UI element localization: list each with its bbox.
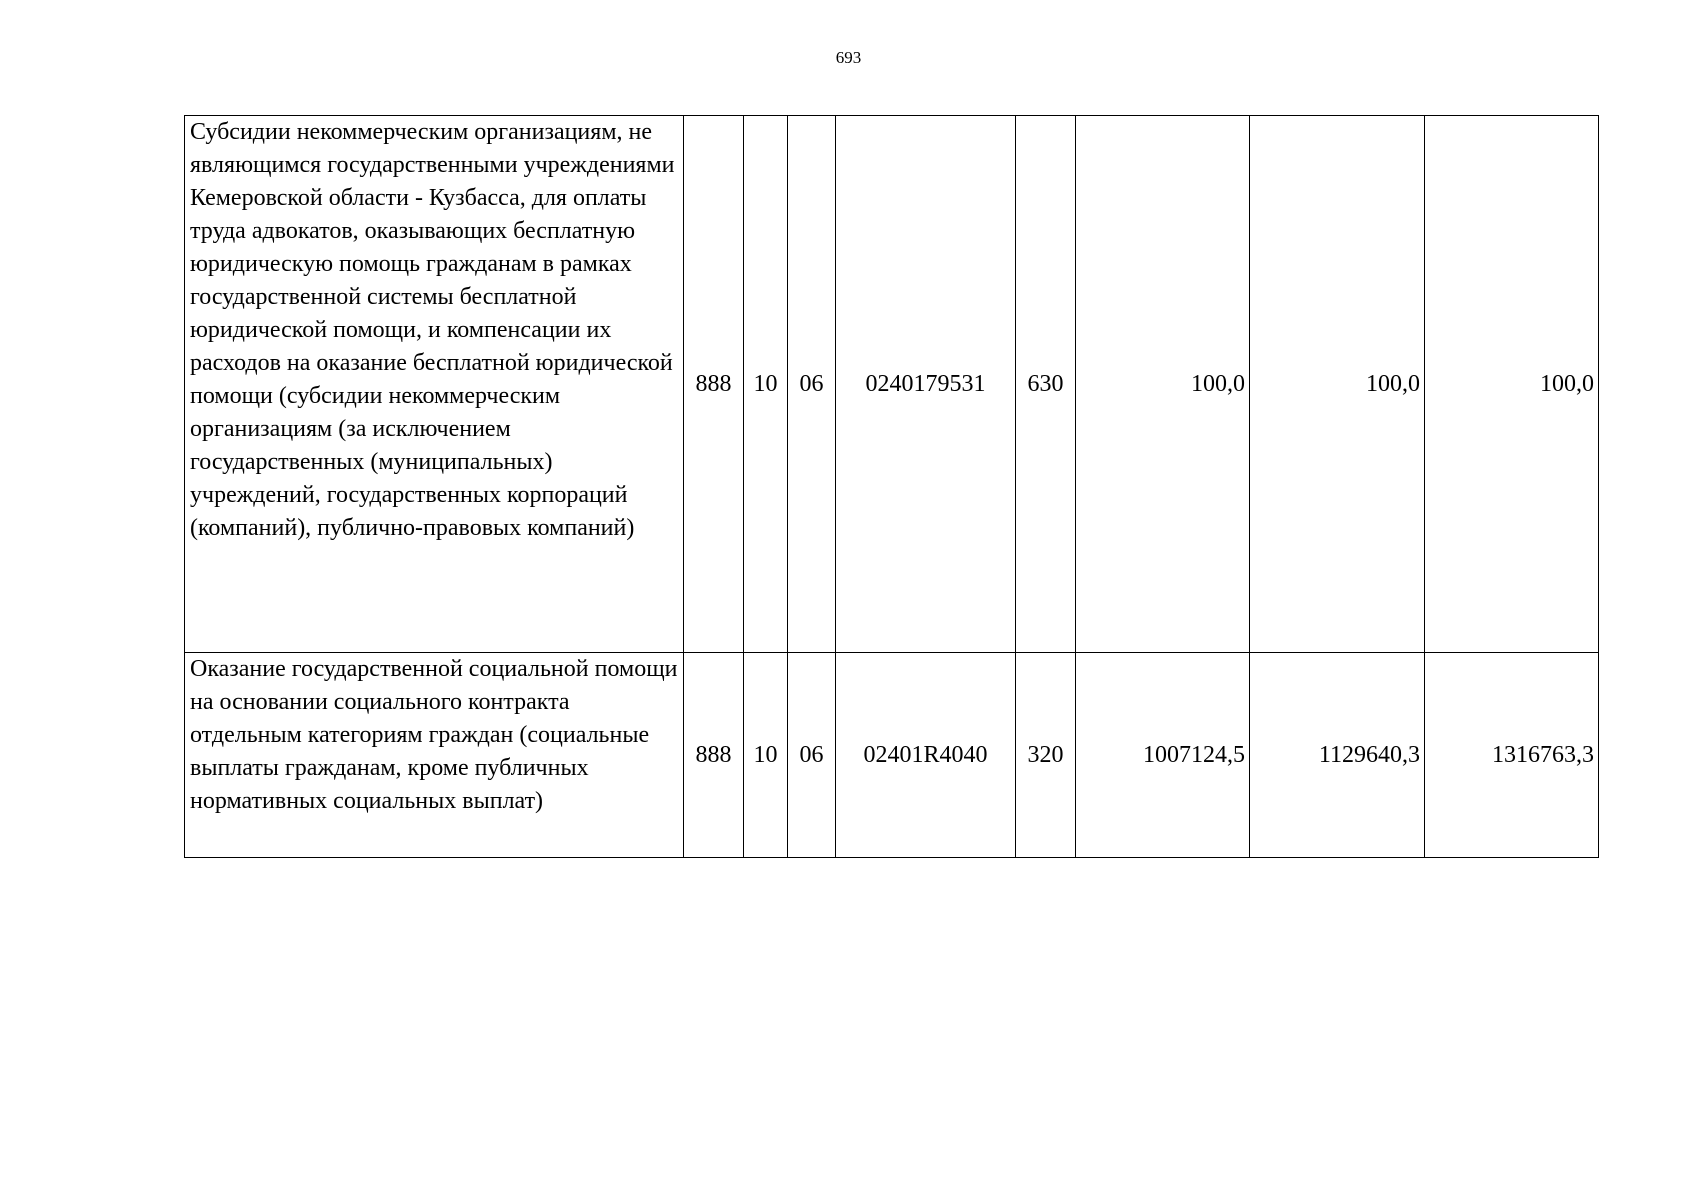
section-code: 10 [744,116,788,653]
amount-year-2: 1129640,3 [1250,653,1425,858]
budget-table [184,115,1599,858]
amount-year-2: 100,0 [1250,116,1425,653]
amount-year-1: 100,0 [1076,116,1250,653]
amount-year-3: 1316763,3 [1425,653,1599,858]
expense-type-code: 630 [1016,116,1076,653]
subsection-code: 06 [788,116,836,653]
target-article-code: 02401R4040 [836,653,1016,858]
expense-type-code: 320 [1016,653,1076,858]
amount-year-3: 100,0 [1425,116,1599,653]
amount-year-1: 1007124,5 [1076,653,1250,858]
subsection-code: 06 [788,653,836,858]
target-article-code: 0240179531 [836,116,1016,653]
table-row [185,116,1599,653]
table-row [185,653,1599,858]
page-number: 693 [835,48,862,67]
ministry-code: 888 [684,653,744,858]
section-code: 10 [744,653,788,858]
row-description: Оказание государственной социальной помощи на основании социального контракта отдельным категориям граждан (социальные выплаты гражданам, кроме публичных нормативных социальных выплат) [185,653,684,858]
ministry-code: 888 [684,116,744,653]
row-description: Субсидии некоммерческим организациям, не являющимся государственными учреждениями Кемеровской области - Кузбасса, для оплаты труда адвокатов, оказывающих бесплатную юридическую помощь гражданам в рамках государственной системы бесплатной юридической помощи, и компенсации их расходов на оказание бесплатной юридической помощи (субсидии некоммерческим организациям (за исключением государственных (муниципальных) учреждений, государственных корпораций (компаний), публично-правовых компаний) [185,116,684,653]
